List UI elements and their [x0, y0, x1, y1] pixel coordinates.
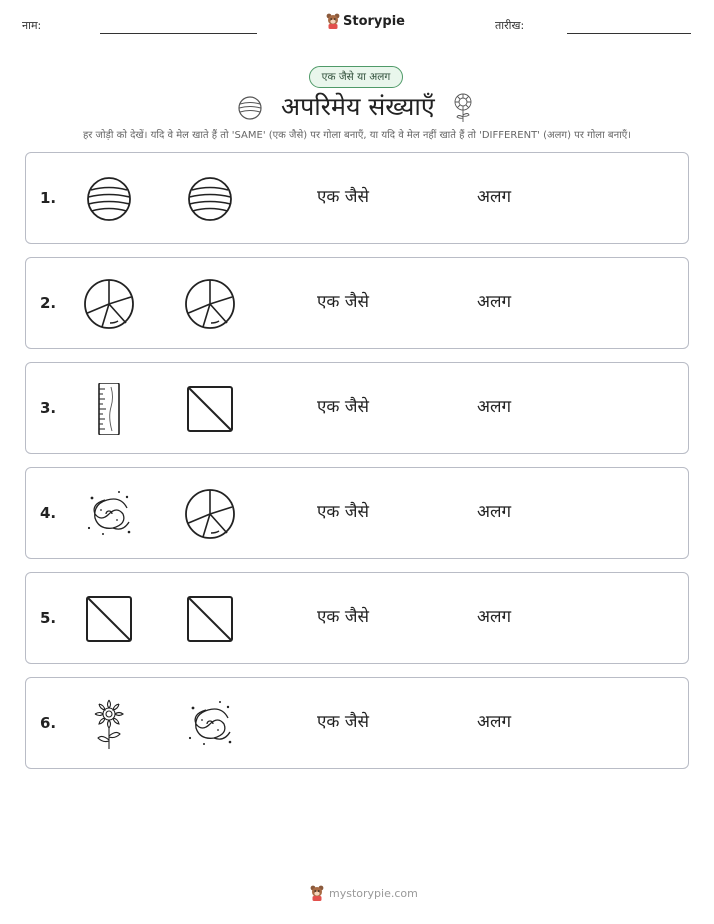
question-number: 3.: [40, 399, 57, 417]
pie-icon: [184, 488, 236, 540]
topic-badge: एक जैसे या अलग: [309, 66, 403, 88]
same-option[interactable]: एक जैसे: [317, 187, 369, 207]
footer: [310, 885, 418, 901]
question-row: [25, 467, 689, 559]
same-option[interactable]: एक जैसे: [317, 607, 369, 627]
page-title: अपरिमेय संख्याएँ: [281, 92, 435, 121]
same-option[interactable]: एक जैसे: [317, 502, 369, 522]
ruler-icon: [83, 383, 135, 435]
question-row: [25, 257, 689, 349]
same-option[interactable]: एक जैसे: [317, 397, 369, 417]
question-row: [25, 362, 689, 454]
date-label: तारीख:: [495, 19, 525, 32]
different-option[interactable]: अलग: [477, 187, 512, 207]
question-number: 4.: [40, 504, 57, 522]
planet-icon: [184, 173, 236, 225]
name-label: नाम:: [22, 19, 42, 32]
question-number: 1.: [40, 189, 57, 207]
question-row: [25, 572, 689, 664]
question-number: 6.: [40, 714, 57, 732]
instructions: हर जोड़ी को देखें। यदि वे मेल खाते हैं तो 'SAME' (एक जैसे) पर गोला बनाएँ, या यदि वे मेल नहीं खाते हैं तो 'DIFFERENT' (अलग) पर गोला बनाएँ।: [82, 130, 632, 141]
bear-mascot-icon: [326, 13, 340, 29]
planet-icon: [83, 173, 135, 225]
name-field-line[interactable]: [100, 33, 257, 34]
square-diagonal-icon: [83, 593, 135, 645]
question-number: 2.: [40, 294, 57, 312]
sunflower-decoration-icon: [451, 91, 475, 123]
different-option[interactable]: अलग: [477, 502, 512, 522]
sunflower-icon: [83, 698, 135, 750]
galaxy-icon: [184, 698, 236, 750]
storypie-logo: [326, 13, 405, 29]
bear-mascot-icon: [310, 885, 324, 901]
square-diagonal-icon: [184, 593, 236, 645]
square-diagonal-icon: [184, 383, 236, 435]
title-row: [0, 86, 714, 126]
galaxy-icon: [83, 488, 135, 540]
pie-icon: [184, 278, 236, 330]
question-number: 5.: [40, 609, 57, 627]
same-option[interactable]: एक जैसे: [317, 292, 369, 312]
different-option[interactable]: अलग: [477, 397, 512, 417]
date-field-line[interactable]: [567, 33, 691, 34]
planet-decoration-icon: [237, 95, 263, 121]
footer-site: mystorypie.com: [329, 886, 418, 900]
same-option[interactable]: एक जैसे: [317, 712, 369, 732]
pie-icon: [83, 278, 135, 330]
question-row: [25, 152, 689, 244]
question-row: [25, 677, 689, 769]
different-option[interactable]: अलग: [477, 607, 512, 627]
different-option[interactable]: अलग: [477, 712, 512, 732]
logo-text: Storypie: [343, 13, 405, 29]
different-option[interactable]: अलग: [477, 292, 512, 312]
